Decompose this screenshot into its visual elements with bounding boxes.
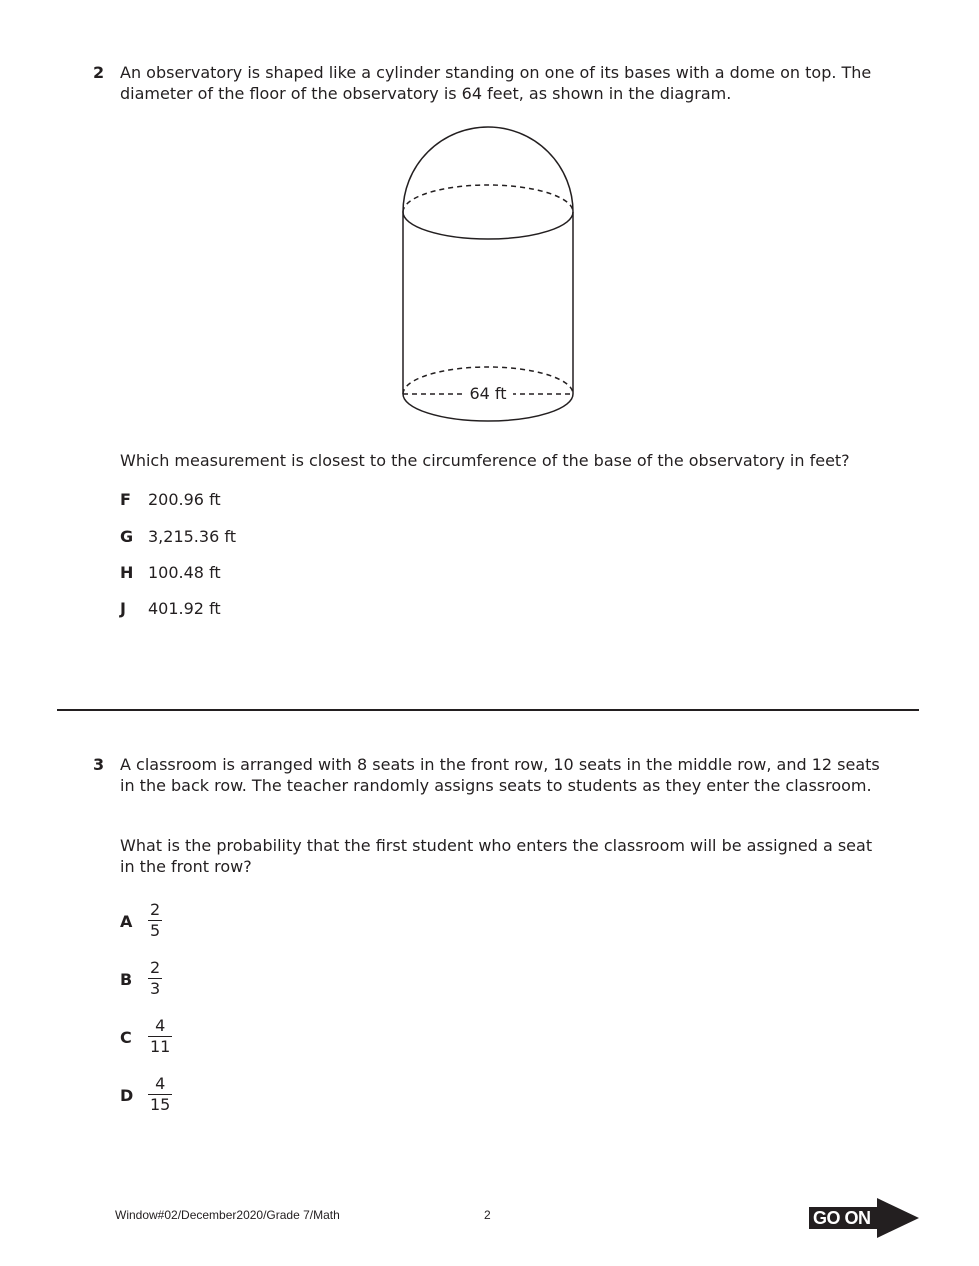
answer-choice-g[interactable] — [120, 526, 236, 547]
arrow-right-icon — [877, 1198, 919, 1238]
choice-letter: J — [120, 599, 126, 618]
fraction-denominator: 5 — [150, 921, 161, 940]
fraction — [148, 958, 162, 999]
fraction-denominator: 3 — [150, 979, 161, 998]
section-divider — [57, 709, 919, 711]
answer-choice-f[interactable] — [120, 489, 221, 510]
footer-document-id: Window#02/December2020/Grade 7/Math — [115, 1208, 340, 1222]
answer-choice-j[interactable] — [120, 598, 221, 619]
page-number: 2 — [484, 1208, 491, 1222]
choice-letter: B — [120, 970, 133, 989]
diameter-label: 64 ft — [463, 384, 513, 404]
question-2-number: 2 — [93, 63, 105, 82]
question-3-number: 3 — [93, 755, 105, 774]
fraction-numerator: 4 — [155, 1016, 166, 1035]
fraction — [148, 1016, 172, 1057]
choice-text: 200.96 ft — [148, 490, 221, 509]
choice-letter: G — [120, 527, 134, 546]
choice-letter: H — [120, 563, 134, 582]
choice-letter: C — [120, 1028, 132, 1047]
answer-choice-h[interactable] — [120, 562, 221, 583]
dome-arc — [403, 127, 573, 212]
fraction-denominator: 15 — [150, 1095, 171, 1114]
choice-letter: F — [120, 490, 131, 509]
choice-text: 401.92 ft — [148, 599, 221, 618]
question-3-prompt: What is the probability that the first student who enters the classroom will be assigned a seat in the front row? — [120, 836, 873, 876]
fraction-numerator: 2 — [150, 900, 161, 919]
fraction — [148, 1074, 172, 1115]
question-3-text: A classroom is arranged with 8 seats in the front row, 10 seats in the middle row, and 12 seats in the back row. The teacher randomly assigns seats to students as they enter the classroom. — [120, 755, 880, 795]
choice-letter: A — [120, 912, 133, 931]
choice-letter: D — [120, 1086, 134, 1105]
fraction-numerator: 2 — [150, 958, 161, 977]
fraction — [148, 900, 162, 941]
choice-text: 100.48 ft — [148, 563, 221, 582]
choice-text: 3,215.36 ft — [148, 527, 236, 546]
go-on-button — [809, 1198, 919, 1238]
question-2-text: An observatory is shaped like a cylinder standing on one of its bases with a dome on top. The diameter of the floor of the observatory is 64 feet, as shown in the diagram. — [120, 63, 872, 103]
top-ellipse-front — [403, 212, 573, 239]
fraction-numerator: 4 — [155, 1074, 166, 1093]
fraction-denominator: 11 — [150, 1037, 171, 1056]
top-ellipse-back — [403, 185, 573, 212]
question-2-prompt: Which measurement is closest to the circumference of the base of the observatory in feet? — [120, 451, 850, 470]
go-on-label: GO ON — [813, 1208, 871, 1228]
